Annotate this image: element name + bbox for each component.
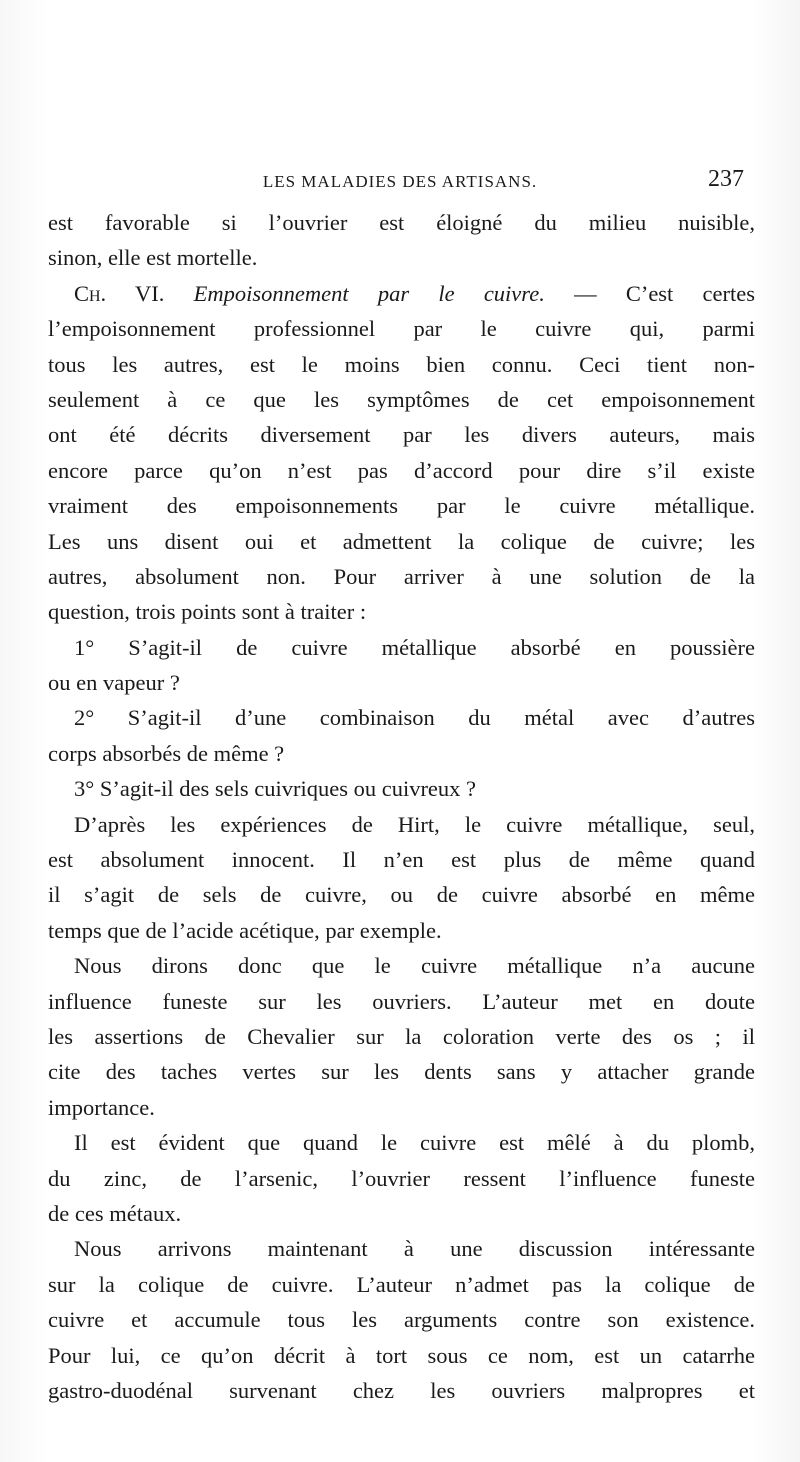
text-line: sinon, elle est mortelle.: [48, 245, 258, 271]
text-line: du zinc, de l’arsenic, l’ouvrier ressent l’influence funeste: [48, 1165, 755, 1191]
text-line: D’après les expériences de Hirt, le cuivre métallique, seul,: [74, 811, 755, 837]
chapter-heading-line: [48, 276, 755, 311]
text-line: cite des taches vertes sur les dents sans y attacher grande: [48, 1059, 755, 1085]
text-line: influence funeste sur les ouvriers. L’auteur met en doute: [48, 988, 755, 1014]
chapter-title: Empoisonnement par le cuivre.: [193, 280, 545, 306]
text-line: ont été décrits diversement par les divers auteurs, mais: [48, 422, 755, 448]
text-line: corps absorbés de même ?: [48, 740, 285, 766]
text-line: 3° S’agit-il des sels cuivriques ou cuivreux ?: [74, 776, 477, 802]
text-line: est absolument innocent. Il n’en est plus de même quand: [48, 847, 755, 873]
text-line: temps que de l’acide acétique, par exemple.: [48, 917, 442, 943]
text-line: de ces métaux.: [48, 1200, 182, 1226]
text-line: Nous dirons donc que le cuivre métallique n’a aucune: [74, 953, 755, 979]
text-line: gastro-duodénal survenant chez les ouvriers malpropres et: [48, 1377, 755, 1403]
text-line: 2° S’agit-il d’une combinaison du métal avec d’autres: [74, 705, 755, 731]
text-line: il s’agit de sels de cuivre, ou de cuivre absorbé en même: [48, 882, 755, 908]
text-line: importance.: [48, 1094, 155, 1120]
text-line: — C’est certes: [574, 280, 755, 306]
page-number: 237: [708, 166, 744, 192]
text-line: encore parce qu’on n’est pas d’accord pour dire s’il existe: [48, 457, 755, 483]
running-title: LES MALADIES DES ARTISANS.: [262, 172, 538, 191]
page-header: [48, 166, 752, 196]
text-line: vraiment des empoisonnements par le cuivre métallique.: [48, 493, 755, 519]
text-line: autres, absolument non. Pour arriver à une solution de la: [48, 563, 755, 589]
text-line: les assertions de Chevalier sur la coloration verte des os ; il: [48, 1023, 755, 1049]
text-line: est favorable si l’ouvrier est éloigné du milieu nuisible,: [48, 210, 755, 235]
text-line: question, trois points sont à traiter :: [48, 599, 367, 625]
body-text: [48, 205, 755, 1408]
text-line: seulement à ce que les symptômes de cet empoisonnement: [48, 386, 755, 412]
text-line: tous les autres, est le moins bien connu. Ceci tient non-: [48, 351, 755, 377]
text-line: ou en vapeur ?: [48, 670, 180, 696]
text-line: 1° S’agit-il de cuivre métallique absorbé en poussière: [74, 634, 755, 660]
text-line: cuivre et accumule tous les arguments contre son existence.: [48, 1307, 755, 1333]
chapter-label: Ch. VI.: [74, 280, 165, 306]
text-line: Les uns disent oui et admettent la colique de cuivre; les: [48, 528, 755, 554]
text-line: Il est évident que quand le cuivre est mêlé à du plomb,: [74, 1130, 755, 1156]
text-line: sur la colique de cuivre. L’auteur n’admet pas la colique de: [48, 1271, 755, 1297]
text-line: l’empoisonnement professionnel par le cuivre qui, parmi: [48, 316, 755, 342]
text-line: Nous arrivons maintenant à une discussion intéressante: [74, 1236, 755, 1262]
text-line: Pour lui, ce qu’on décrit à tort sous ce nom, est un catarrhe: [48, 1342, 755, 1368]
